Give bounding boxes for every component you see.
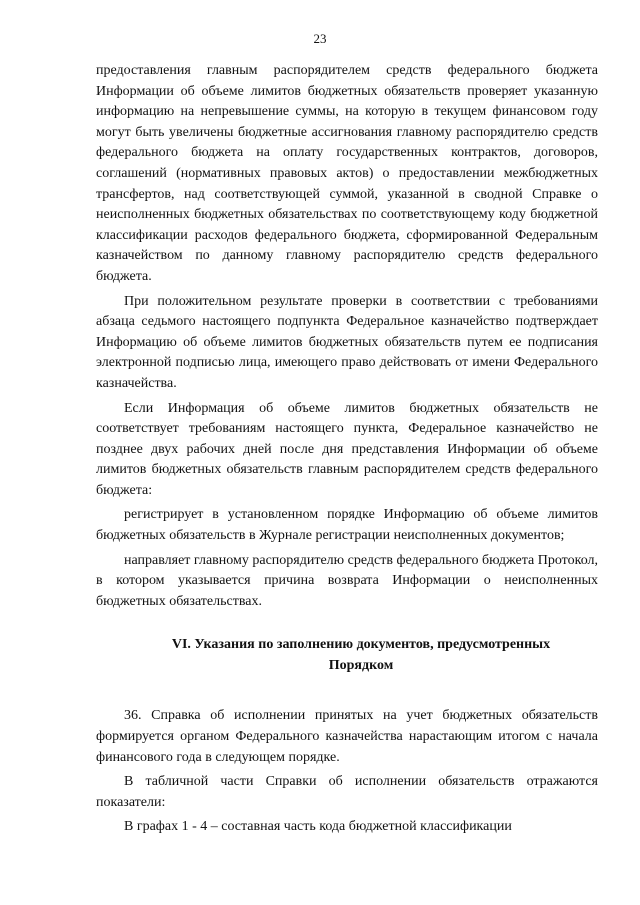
paragraph-table-part: В табличной части Справки об исполнении обязательств отражаются показатели: xyxy=(96,774,598,810)
section-heading-line-1: VI. Указания по заполнению документов, предусмотренных xyxy=(171,637,551,653)
page-content xyxy=(96,61,598,838)
paragraph-columns: В графах 1 - 4 – составная часть кода бюджетной классификации xyxy=(124,819,512,835)
section-heading-line-2: Порядком xyxy=(328,658,394,674)
paragraph-item-36: 36. Справка об исполнении принятых на учет бюджетных обязательств формируется органом Федерального казначейства нарастающим итогом с начала финансового года в следующем порядке. xyxy=(96,708,598,765)
paragraph-sends-protocol: направляет главному распорядителю средств федерального бюджета Протокол, в котором указывается причина возврата Информации о неисполненных бюджетных обязательствах. xyxy=(96,552,598,609)
paragraph-registers: регистрирует в установленном порядке Информацию об объеме лимитов бюджетных обязательств в Журнале регистрации неисполненных документов; xyxy=(96,507,598,544)
heading-spacer xyxy=(96,676,598,706)
paragraph-continued: предоставления главным распорядителем средств федерального бюджета Информации об объеме лимитов бюджетных обязательств проверяет указанную информацию на непревышение суммы, на которую в текущем финансовом году могут быть увеличены бюджетные ассигнования главному распорядителю средств федерального бюджета на оплату государственных контрактов, договоров, соглашений (нормативных правовых актов) о предоставлении межбюджетных трансфертов, над соответствующей суммой, указанной в сводной Справке о неисполненных бюджетных обязательствах по соответствующему коду бюджетной классификации расходов федерального бюджета, сформированной Федеральным казначейством по данному главному распорядителю средств федерального бюджета. xyxy=(96,63,598,284)
paragraph-positive-result: При положительном результате проверки в соответствии с требованиями абзаца седьмого настоящего подпункта Федеральное казначейство подтверждает Информацию об объеме лимитов бюджетных обязательств путем ее подписания электронной подписью лица, имеющего право действовать от имени Федерального казначейства. xyxy=(96,293,598,391)
section-heading xyxy=(96,634,598,676)
page-number: 23 xyxy=(313,31,327,46)
paragraph-nonconformity: Если Информация об объеме лимитов бюджетных обязательств не соответствует требованиям настоящего пункта, Федеральное казначейство не позднее двух рабочих дней после дня представления Информации об объеме лимитов бюджетных обязательств главным распорядителем средств федерального бюджета: xyxy=(96,400,598,498)
